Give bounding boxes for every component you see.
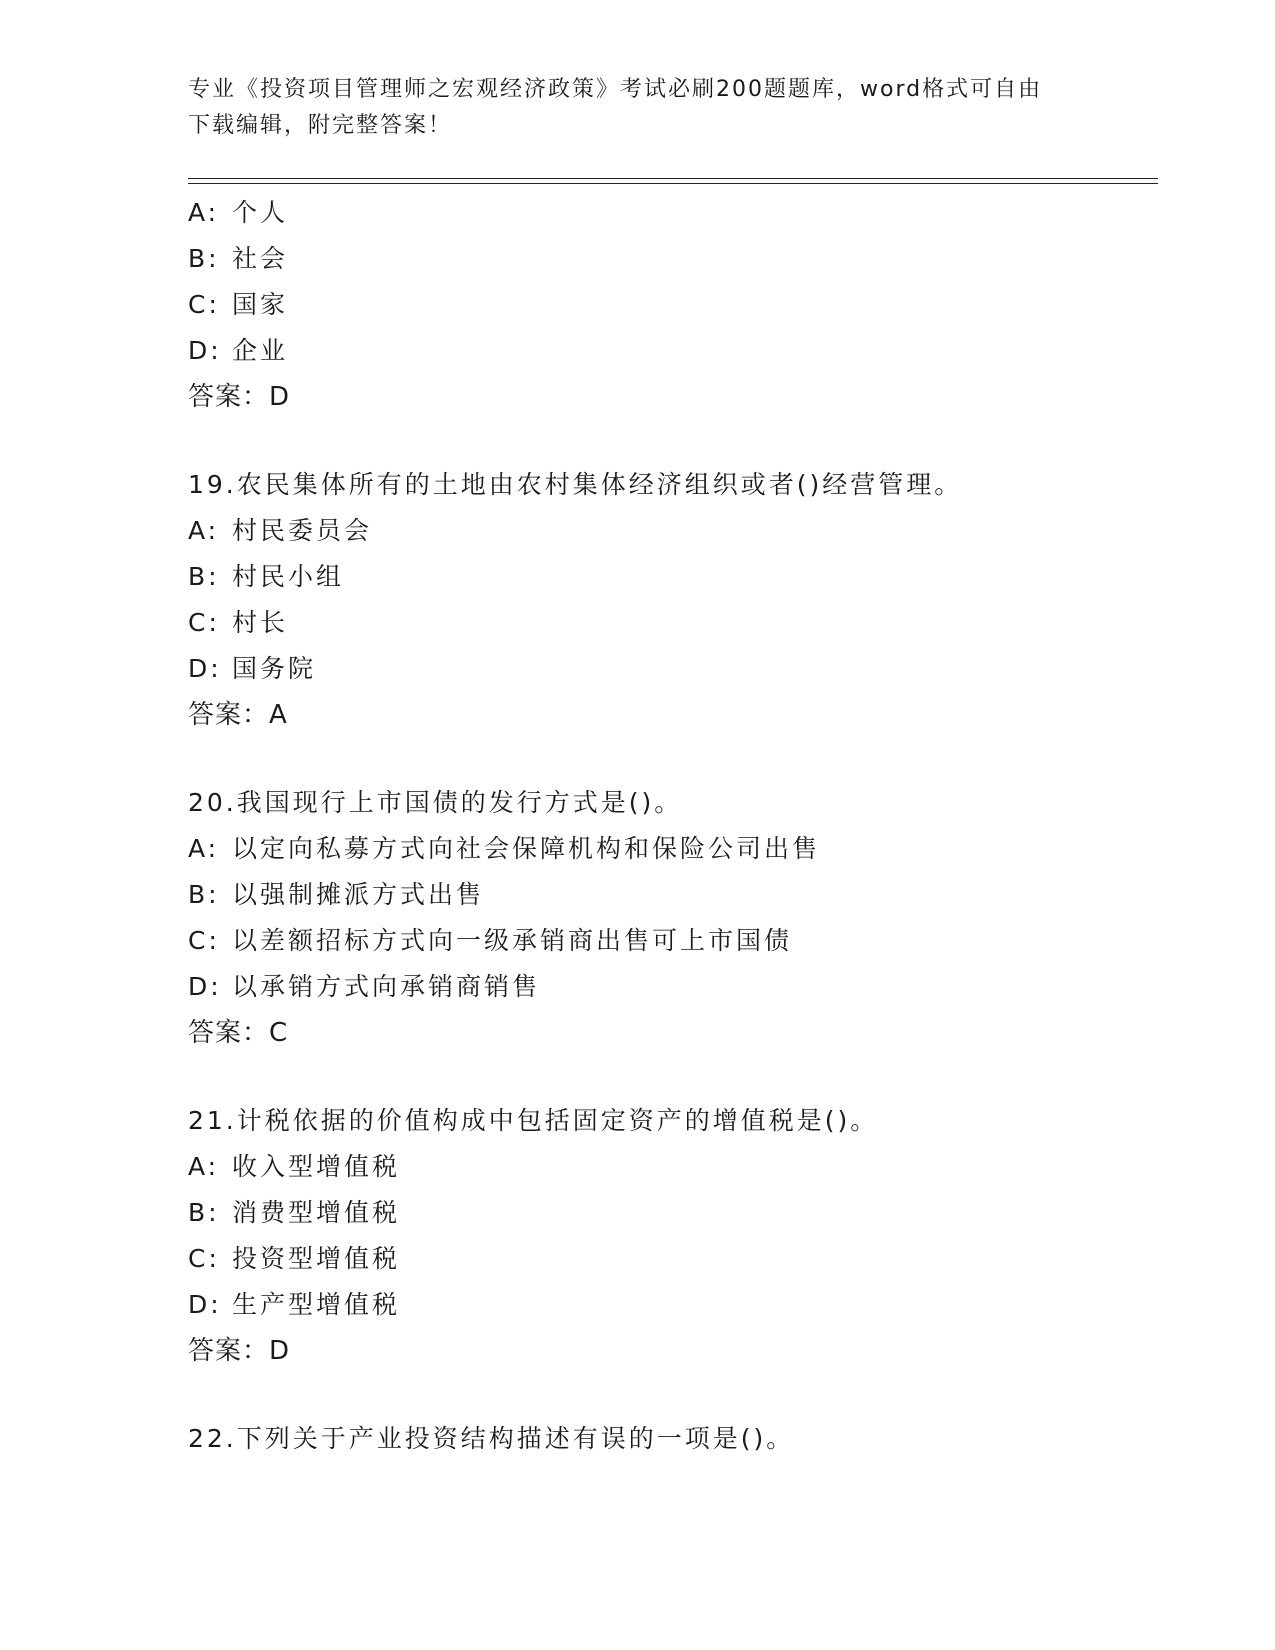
option-row <box>188 328 1148 374</box>
option-text: 以强制摊派方式出售 <box>232 880 485 909</box>
document-header <box>188 72 1068 144</box>
option-row <box>188 1144 1148 1190</box>
option-letter: A: <box>188 1152 220 1181</box>
block-spacer <box>188 738 1148 780</box>
option-text: 生产型增值税 <box>232 1290 401 1319</box>
block-spacer <box>188 420 1148 462</box>
option-text: 收入型增值税 <box>232 1152 401 1181</box>
option-row <box>188 600 1148 646</box>
question-text: 19.农民集体所有的土地由农村集体经济组织或者()经营管理。 <box>188 470 963 499</box>
option-text: 国家 <box>232 290 289 319</box>
option-text: 个人 <box>232 198 289 227</box>
option-row <box>188 554 1148 600</box>
question-block <box>188 462 1148 738</box>
option-letter: B: <box>188 244 220 273</box>
option-text: 以承销方式向承销商销售 <box>232 972 541 1001</box>
option-text: 村民小组 <box>232 562 345 591</box>
option-letter: D: <box>188 654 222 683</box>
option-text: 村民委员会 <box>232 516 373 545</box>
header-divider-top <box>188 178 1158 179</box>
header-line-2: 下载编辑，附完整答案！ <box>188 113 453 138</box>
option-row <box>188 1282 1148 1328</box>
option-letter: A: <box>188 198 220 227</box>
option-row <box>188 190 1148 236</box>
option-row <box>188 826 1148 872</box>
option-row <box>188 1236 1148 1282</box>
option-text: 消费型增值税 <box>232 1198 401 1227</box>
header-line-1: 专业《投资项目管理师之宏观经济政策》考试必刷200题题库，word格式可自由 <box>188 77 1043 102</box>
option-row <box>188 918 1148 964</box>
question-text: 20.我国现行上市国债的发行方式是()。 <box>188 788 683 817</box>
header-divider-bottom <box>188 183 1158 184</box>
option-row <box>188 1190 1148 1236</box>
option-text: 投资型增值税 <box>232 1244 401 1273</box>
answer-text: 答案：C <box>188 1018 289 1048</box>
option-text: 以定向私募方式向社会保障机构和保险公司出售 <box>232 834 821 863</box>
question-list <box>188 190 1148 1462</box>
option-letter: A: <box>188 516 220 545</box>
option-letter: B: <box>188 1198 220 1227</box>
question-block <box>188 1416 1148 1462</box>
option-letter: B: <box>188 880 220 909</box>
option-row <box>188 282 1148 328</box>
option-text: 村长 <box>232 608 289 637</box>
question-block <box>188 1098 1148 1374</box>
option-letter: C: <box>188 290 220 319</box>
answer-text: 答案：A <box>188 700 288 730</box>
option-letter: B: <box>188 562 220 591</box>
question-text: 21.计税依据的价值构成中包括固定资产的增值税是()。 <box>188 1106 879 1135</box>
answer-text: 答案：D <box>188 382 291 412</box>
option-letter: D: <box>188 972 222 1001</box>
option-text: 以差额招标方式向一级承销商出售可上市国债 <box>232 926 793 955</box>
option-row <box>188 508 1148 554</box>
option-row <box>188 872 1148 918</box>
option-letter: A: <box>188 834 220 863</box>
option-row <box>188 646 1148 692</box>
block-spacer <box>188 1374 1148 1416</box>
option-letter: C: <box>188 608 220 637</box>
option-text: 国务院 <box>232 654 317 683</box>
question-block <box>188 190 1148 420</box>
answer-text: 答案：D <box>188 1336 291 1366</box>
option-row <box>188 964 1148 1010</box>
option-letter: D: <box>188 336 222 365</box>
option-letter: D: <box>188 1290 222 1319</box>
option-text: 社会 <box>232 244 289 273</box>
question-block <box>188 780 1148 1056</box>
option-letter: C: <box>188 1244 220 1273</box>
question-text: 22.下列关于产业投资结构描述有误的一项是()。 <box>188 1424 795 1453</box>
option-row <box>188 236 1148 282</box>
option-letter: C: <box>188 926 220 955</box>
block-spacer <box>188 1056 1148 1098</box>
option-text: 企业 <box>232 336 289 365</box>
